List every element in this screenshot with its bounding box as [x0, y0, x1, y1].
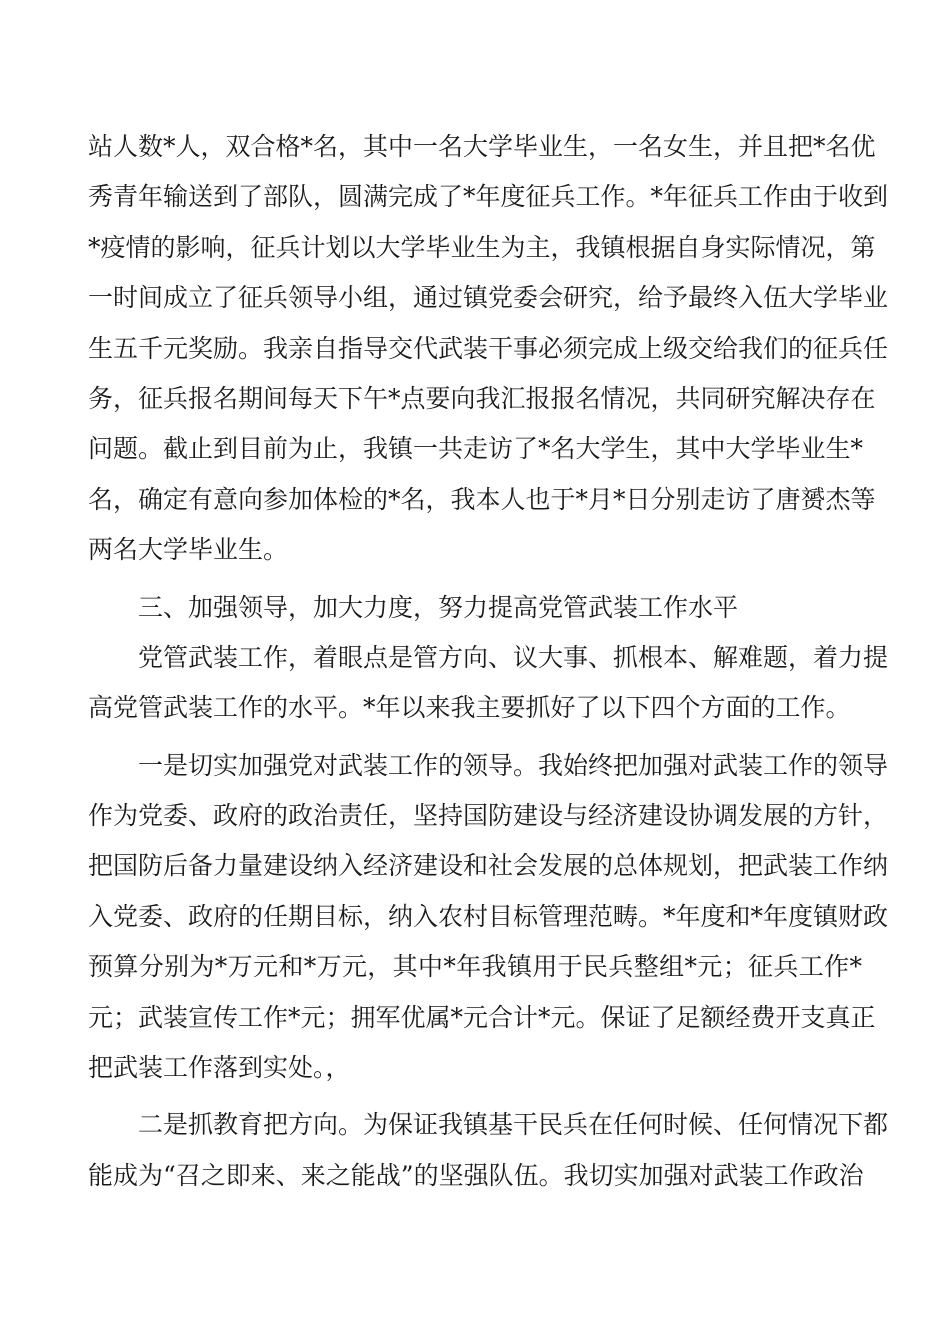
text-line: 党管武装工作，着眼点是管方向、议大事、抓根本、解难题，着力提 [138, 642, 889, 672]
text-line: 预算分别为*万元和*万元，其中*年我镇用于民兵整组*元；征兵工作* [88, 952, 862, 982]
paragraph-conscription-work [88, 122, 889, 576]
paragraph-point-one [88, 741, 889, 1094]
text-line: 名，确定有意向参加体检的*名，我本人也于*月*日分别走访了唐赟杰等 [88, 484, 876, 514]
text-line: 两名大学毕业生。 [88, 535, 289, 565]
text-line: 生五千元奖励。我亲自指导交代武装干事必须完成上级交给我们的征兵任 [88, 333, 889, 363]
text-line: 务，征兵报名期间每天下午*点要向我汇报报名情况，共同研究解决存在 [88, 383, 876, 413]
document-body [88, 122, 889, 1201]
heading-text: 三、加强领导，加大力度，努力提高党管武装工作水平 [138, 592, 739, 622]
paragraph-party-management [88, 633, 889, 734]
section-heading-three [88, 583, 862, 633]
text-line: 二是抓教育把方向。为保证我镇基干民兵在任何时候、任何情况下都 [138, 1110, 889, 1140]
text-line: 一时间成立了征兵领导小组，通过镇党委会研究，给予最终入伍大学毕业 [88, 283, 889, 313]
text-line: 能成为“召之即来、来之能战”的坚强队伍。我切实加强对武装工作政治 [88, 1160, 864, 1190]
text-line: 入党委、政府的任期目标，纳入农村目标管理范畴。*年度和*年度镇财政 [88, 901, 889, 931]
text-line: 把武装工作落到实处。， [88, 1053, 351, 1083]
text-line: 秀青年输送到了部队，圆满完成了*年度征兵工作。*年征兵工作由于收到 [88, 182, 889, 212]
text-line: 高党管武装工作的水平。*年以来我主要抓好了以下四个方面的工作。 [88, 693, 851, 723]
text-line: 把国防后备力量建设纳入经济建设和社会发展的总体规划，把武装工作纳 [88, 851, 889, 881]
text-line: 站人数*人，双合格*名，其中一名大学毕业生，一名女生，并且把*名优 [88, 132, 876, 161]
paragraph-point-two [88, 1100, 889, 1201]
text-line: 作为党委、政府的政治责任，坚持国防建设与经济建设协调发展的方针， [88, 801, 889, 831]
text-line: 元；武装宣传工作*元；拥军优属*元合计*元。保证了足额经费开支真正 [88, 1002, 876, 1032]
text-line: 问题。截止到目前为止，我镇一共走访了*名大学生，其中大学毕业生* [88, 434, 864, 464]
text-line: *疫情的影响，征兵计划以大学毕业生为主，我镇根据自身实际情况，第 [88, 232, 876, 262]
text-line: 一是切实加强党对武装工作的领导。我始终把加强对武装工作的领导 [138, 750, 889, 780]
